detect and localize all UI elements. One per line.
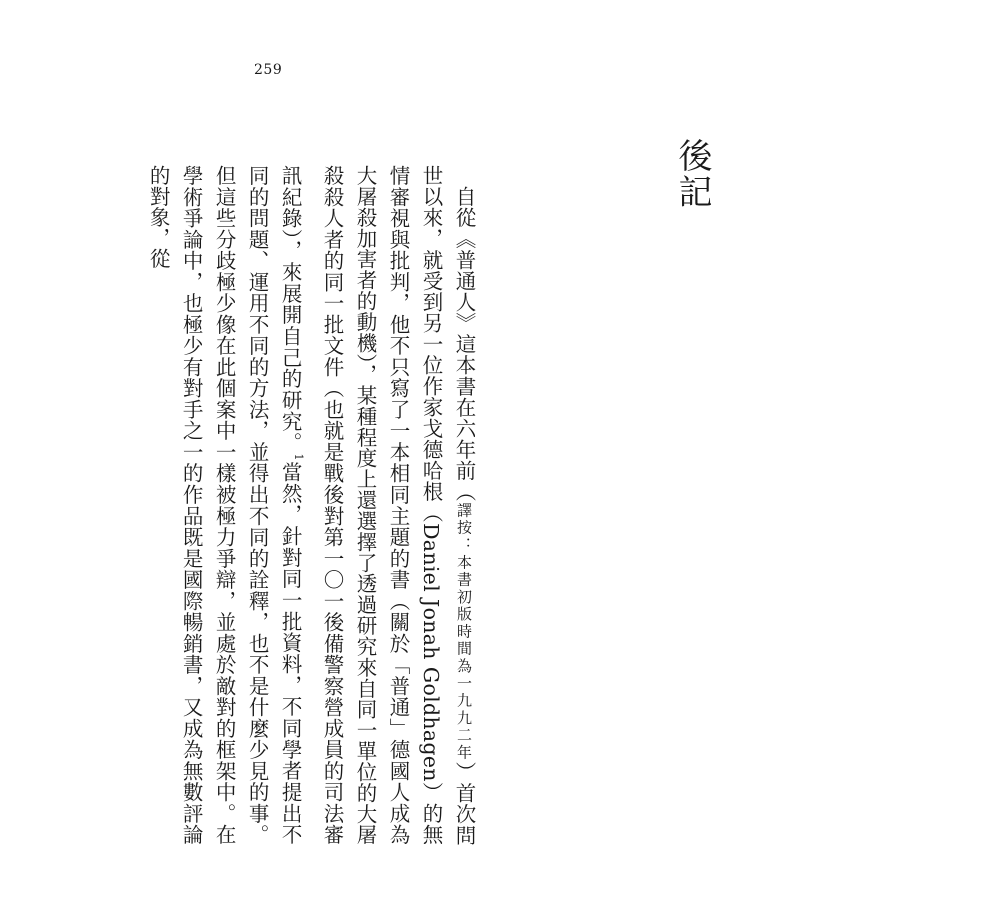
body-paragraph — [146, 165, 480, 846]
paragraph-text-part3: 當然，針對同一批資料，不同學者提出不同的問題、運用不同的方法，並得出不同的詮釋，也不是什麼少見的事。但這些分歧極少像在此個案中一樣被極力爭辯，並處於敵對的框架中。在學術爭論中，也極少有對手之一的作品既是國際暢銷書，又成為無數評論的對象，從 — [146, 165, 303, 845]
translator-note: 譯按：本書初版時間為一九九二年 — [455, 501, 473, 761]
chapter-title: 後記 — [672, 138, 712, 210]
paragraph-text-part1: 自從《普通人》這本書在六年前（ — [452, 185, 476, 502]
paragraph-text-part2: ）首次問世以來，就受到另一位作家戈德哈根（Daniel Jonah Goldhagen）的無情審視與批判，他不只寫了一本相同主題的書（關於「普通」德國人成為大屠殺加害者的動機），某種程度上還選擇了透過研究來自同一單位的大屠殺殺人者的同一批文件（也就是戰後對第一〇一後備警察營成員的司法審訊紀錄），來展開自己的研究。 — [278, 165, 476, 846]
footnote-marker[interactable]: 1 — [292, 453, 305, 461]
page-number: 259 — [254, 62, 283, 78]
